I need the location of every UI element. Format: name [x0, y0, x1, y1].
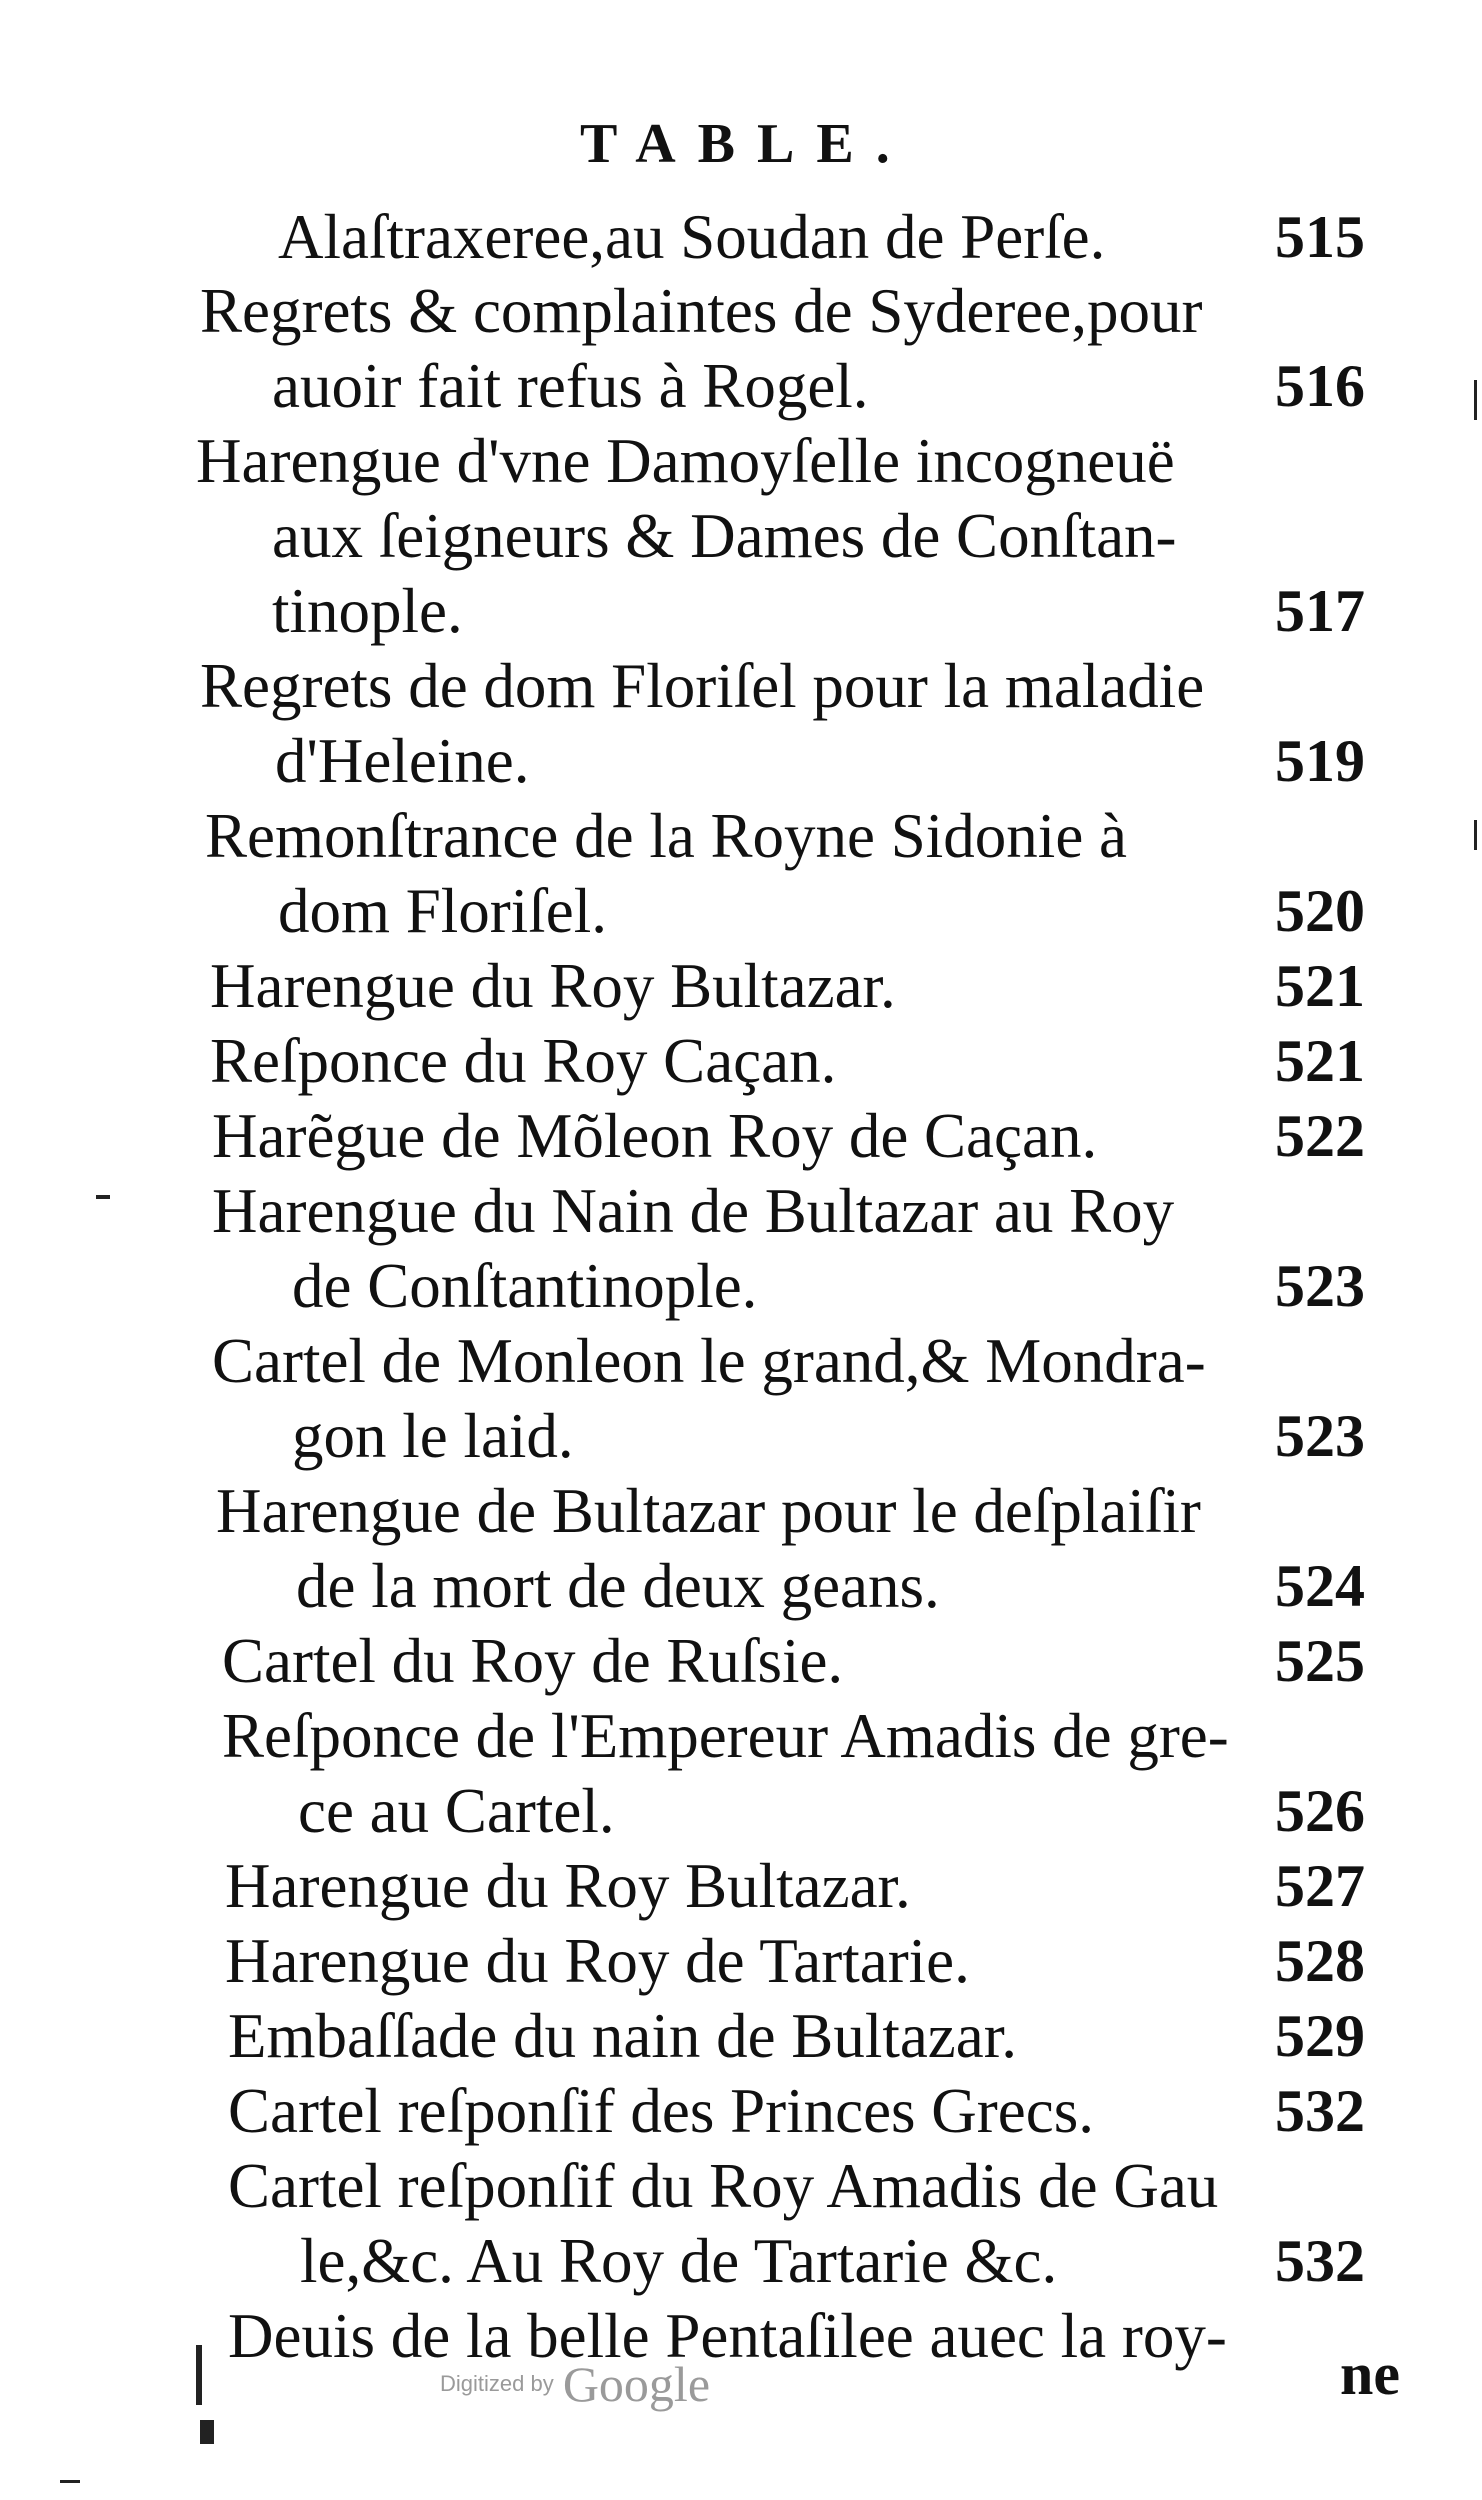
entry-line: de Conſtantinople.: [292, 1251, 758, 1321]
entry-page-number: 523: [1275, 1253, 1365, 1319]
entry-line: Alaſtraxeree,au Soudan de Perſe.: [278, 202, 1106, 272]
margin-mark: [96, 1195, 110, 1199]
watermark-prefix: Digitized by: [440, 2371, 554, 2396]
entry-line: Harengue du Roy Bultazar.: [225, 1851, 911, 1921]
entry-page-number: 521: [1275, 953, 1365, 1019]
catchword: ne: [1340, 2341, 1400, 2407]
entry-page-number: 520: [1275, 878, 1365, 944]
entry-line: d'Heleine.: [275, 726, 530, 796]
google-wordmark: Google: [562, 2356, 711, 2412]
entry-page-number: 517: [1275, 578, 1365, 644]
margin-mark: [196, 2345, 202, 2405]
entry-line: Harengue d'vne Damoyſelle incogneuë: [196, 426, 1175, 496]
entry-line: tinople.: [272, 576, 463, 646]
entry-page-number: 529: [1275, 2003, 1365, 2069]
entry-line: de la mort de deux geans.: [296, 1551, 940, 1621]
entry-page-number: 516: [1275, 353, 1365, 419]
margin-mark: [60, 2480, 80, 2483]
digitization-watermark: [440, 2355, 710, 2425]
entry-line: Deuis de la belle Pentaſilee auec la roy-: [228, 2301, 1227, 2371]
margin-mark: [1474, 380, 1477, 420]
margin-mark: [200, 2420, 214, 2444]
entry-page-number: 521: [1275, 1028, 1365, 1094]
entry-page-number: 532: [1275, 2078, 1365, 2144]
entry-line: Reſponce de l'Empereur Amadis de gre-: [222, 1701, 1229, 1771]
entry-line: auoir fait refus à Rogel.: [272, 351, 869, 421]
margin-mark: [1474, 820, 1477, 850]
entry-line: Harẽgue de Mõleon Roy de Caçan.: [212, 1101, 1098, 1171]
entry-page-number: 527: [1275, 1853, 1365, 1919]
entry-page-number: 515: [1275, 204, 1365, 270]
entry-line: Remonſtrance de la Royne Sidonie à: [205, 801, 1127, 871]
entry-line: Embaſſade du nain de Bultazar.: [228, 2001, 1017, 2071]
entry-line: Harengue de Bultazar pour le deſplaiſir: [216, 1476, 1201, 1546]
running-header: TABLE.: [580, 113, 912, 175]
entry-line: Harengue du Roy Bultazar.: [210, 951, 896, 1021]
entry-page-number: 522: [1275, 1103, 1365, 1169]
entry-line: ce au Cartel.: [298, 1776, 615, 1846]
entry-line: dom Floriſel.: [278, 876, 607, 946]
entry-page-number: 532: [1275, 2228, 1365, 2294]
entry-line: Reſponce du Roy Caçan.: [210, 1026, 837, 1096]
entry-line: le,&c. Au Roy de Tartarie &c.: [300, 2226, 1058, 2296]
entry-line: Harengue du Nain de Bultazar au Roy: [212, 1176, 1175, 1246]
entry-line: aux ſeigneurs & Dames de Conſtan-: [272, 501, 1177, 571]
entry-line: gon le laid.: [292, 1401, 574, 1471]
entry-page-number: 528: [1275, 1928, 1365, 1994]
entry-page-number: 526: [1275, 1778, 1365, 1844]
entry-page-number: 519: [1275, 728, 1365, 794]
entry-line: Cartel de Monleon le grand,& Mondra-: [212, 1326, 1206, 1396]
entry-line: Harengue du Roy de Tartarie.: [225, 1926, 970, 1996]
entry-line: Cartel du Roy de Ruſsie.: [222, 1626, 844, 1696]
entry-line: Cartel reſponſif des Princes Grecs.: [228, 2076, 1094, 2146]
entry-line: Regrets de dom Floriſel pour la maladie: [200, 651, 1205, 721]
entry-line: Cartel reſponſif du Roy Amadis de Gau: [228, 2151, 1219, 2221]
entry-page-number: 523: [1275, 1403, 1365, 1469]
entry-page-number: 524: [1275, 1553, 1365, 1619]
entry-page-number: 525: [1275, 1628, 1365, 1694]
entry-line: Regrets & complaintes de Syderee,pour: [200, 276, 1203, 346]
